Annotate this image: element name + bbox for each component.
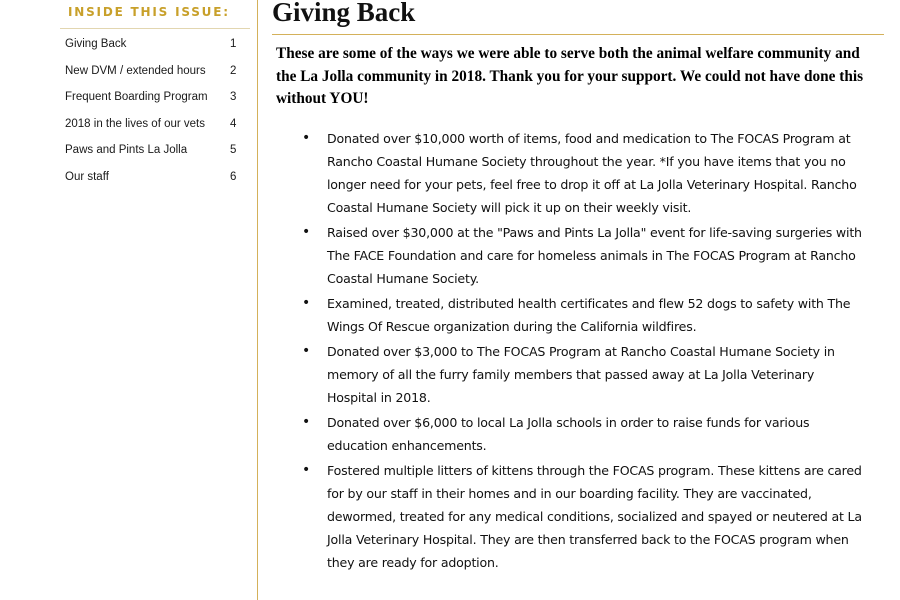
list-item [300,221,866,290]
sidebar-toc [0,0,258,600]
toc-item-our-staff[interactable] [0,171,258,189]
toc-divider [60,28,250,29]
toc-title: INSIDE THIS ISSUE: [68,5,230,19]
bullet-icon: • [302,414,311,430]
toc-item-page: 2 [230,65,237,77]
toc-item-label: New DVM / extended hours [65,65,206,77]
list-item-text: Donated over $3,000 to The FOCAS Program at Rancho Coastal Humane Society in memory of all the furry family members that passed away at La Jolla Veterinary Hospital in 2018. [327,344,835,405]
list-item-text: Donated over $10,000 worth of items, food and medication to The FOCAS Program at Rancho Coastal Humane Society throughout the year. *If you have items that you no longer need for your pets, feel free to drop it off at La Jolla Veterinary Hospital. Rancho Coastal Humane Society will pick it up on their weekly visit. [327,131,857,215]
toc-item-page: 3 [230,91,237,103]
toc-item-label: Frequent Boarding Program [65,91,208,103]
list-item [300,340,866,409]
toc-item-page: 1 [230,38,237,50]
toc-item-frequent-boarding[interactable] [0,91,258,109]
list-item [300,292,866,338]
bullet-icon: • [302,130,311,146]
list-item-text: Examined, treated, distributed health certificates and flew 52 dogs to safety with The Wings Of Rescue organization during the California wildfires. [327,296,851,334]
title-rule [272,34,884,35]
toc-item-new-dvm[interactable] [0,65,258,83]
toc-item-label: Our staff [65,171,109,183]
article [258,0,900,600]
toc-item-label: Giving Back [65,38,127,50]
toc-item-label: Paws and Pints La Jolla [65,144,188,156]
bullet-icon: • [302,343,311,359]
list-item [300,411,866,457]
list-item [300,127,866,219]
list-item-text: Fostered multiple litters of kittens through the FOCAS program. These kittens are cared for by our staff in their homes and in our boarding facility. They are vaccinated, dewormed, treated for any medical conditions, socialized and spayed or neutered at La Jolla Veterinary Hospital. They are then transferred back to the FOCAS program when they are ready for adoption. [327,463,862,570]
bullet-icon: • [302,462,311,478]
toc-item-2018-vets[interactable] [0,118,258,136]
toc-item-page: 6 [230,171,237,183]
article-title: Giving Back [272,0,416,27]
article-intro: These are some of the ways we were able to serve both the animal welfare community and the La Jolla community in 2018. Thank you for your support. We could not have done this without YOU! [276,45,864,107]
bullet-icon: • [302,295,311,311]
toc-item-page: 4 [230,118,237,130]
toc-item-giving-back[interactable] [0,38,258,56]
list-item-text: Raised over $30,000 at the "Paws and Pints La Jolla" event for life-saving surgeries with The FACE Foundation and care for homeless animals in The FOCAS Program at Rancho Coastal Humane Society. [327,225,862,286]
toc-item-page: 5 [230,144,237,156]
list-item-text: Donated over $6,000 to local La Jolla schools in order to raise funds for various education enhancements. [327,415,810,453]
bullet-icon: • [302,224,311,240]
toc-item-label: 2018 in the lives of our vets [65,118,205,130]
list-item [300,459,866,574]
bullet-list [300,127,866,576]
toc-item-paws-and-pints[interactable] [0,144,258,162]
